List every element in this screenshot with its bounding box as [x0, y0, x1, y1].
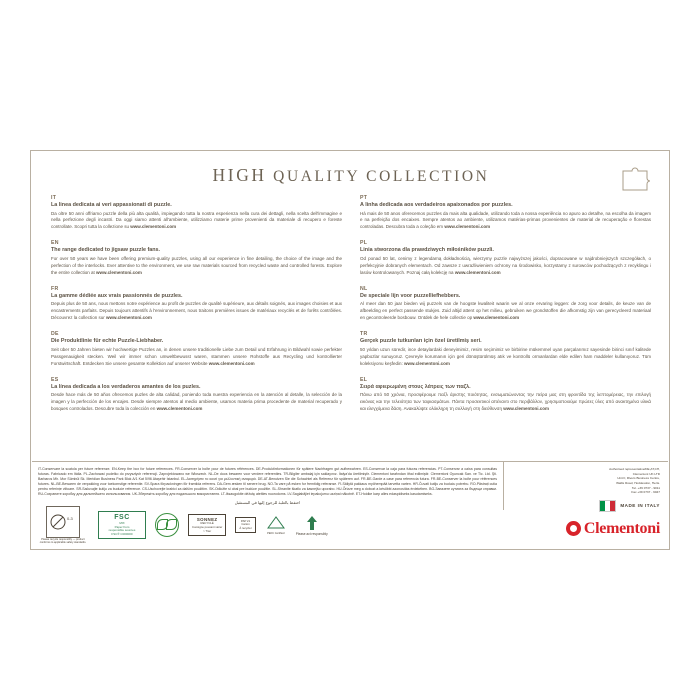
fsc-line-3: FSC® C000000 [111, 531, 133, 536]
pefc-logo-icon [265, 514, 287, 535]
conformity-caption: Please recycle responsibly — product conforms to applicable safety standards. [39, 537, 87, 544]
website-link[interactable]: www.clementoni.com [130, 224, 177, 230]
language-code: EL [360, 376, 368, 383]
language-body-text: Desde hace más de 50 años ofrecemos puzles de alta calidad, poniendo toda nuestra experiencia en la atención al detalle, la selección de la imagen y la perfección de los encajes. Desde siempre atentos al medio ambiente, usamos materia prima procedente de material recuperado y bosques controlados. Descubre toda la colección en [51, 392, 342, 412]
cardboard-recycle-badge-icon [235, 517, 255, 534]
pap-line-2: À recycler [239, 525, 252, 530]
language-block-it [51, 195, 342, 231]
title-word-collection: COLLECTION [366, 168, 490, 185]
page-title [31, 165, 671, 186]
language-body [51, 211, 342, 232]
clementoni-logo [510, 520, 660, 538]
italian-flag-icon [599, 500, 616, 512]
manufacturer-line-2: Unit F, Rivers Business Centre, [617, 476, 660, 481]
language-column-left [51, 195, 342, 422]
website-link[interactable]: www.clementoni.com [473, 315, 520, 321]
language-body-text: Há mais de 50 anos oferecemos puzzles da mais alta qualidade, utilizando toda a nossa experiência no apuro ao detalhe, na escolha da imagem e na perfeição dos encaixes. Sempre atentos ao ambiente, utilizamos matérias-primas provenientes de material de recuperação e florestas controladas. Descubra toda a coleção em [360, 210, 651, 230]
language-block-el [360, 377, 651, 413]
manufacturer-line-1: Clementoni UK LTD [632, 471, 660, 476]
manufacturer-line-3: Wallis Road, Hoddesdon, Herts. [616, 480, 660, 485]
brand-panel [502, 461, 668, 549]
clementoni-logo-icon [566, 521, 581, 536]
green-dot-icon [155, 513, 179, 537]
language-code: PT [360, 195, 368, 201]
language-body-text: Al meer dan 50 jaar bieden wij puzzels van de hoogste kwaliteit waarin we al onze ervaring leggen: de zorg voor details, de keuze van de afbeelding en perfect passende stukjes. Zuid altijd attent op het milieu, gebruiken we grondstoffen die afkomstig zijn van gerecycleerd materiaal en gecontroleerde bosbouw. Ontdek de hele collectie op [360, 301, 651, 321]
language-body [360, 347, 651, 368]
language-body [360, 392, 651, 413]
certification-logos [37, 503, 497, 547]
language-code: DE [51, 331, 59, 338]
pefc-caption: PEFC Certified [267, 532, 285, 536]
language-body-text: For over 50 years we have been offering premium-quality puzzles, using all our experience in fine detailing, the choice of the image and the perfection of the interlocks. Ever attentive to the environment, we use raw materials sourced from recycled waste and controlled forests. Explore the entire collection at [51, 255, 342, 275]
brand-name: Clementoni [583, 519, 660, 537]
fsc-line-1: Paper from [114, 524, 130, 529]
language-body-text: 50 yıldan uzun süredir, ince detaylardaki deneyimimiz, resim seçimimiz ve birbirine mükemmel uyan parçalarımız sayesinde birinci sınıf kalitede yapbozlar sunuyoruz. Çevreyle korumanın için geri dönüştürülmüş atık ve kontrollü ormanlardan elde edilen ham maddeler kullanıyoruz. Tüm koleksiyonu keşfedin: [360, 346, 651, 366]
title-word-quality: QUALITY [273, 168, 360, 185]
fsc-logo-icon [98, 511, 146, 540]
website-link[interactable]: www.clementoni.com [96, 269, 142, 275]
language-code: EN [51, 240, 59, 247]
fsc-title: FSC [114, 513, 130, 521]
website-link[interactable]: www.clementoni.com [208, 360, 255, 366]
sonnez-line-1: Consigne pouvant varier [192, 525, 223, 530]
fsc-line-2: responsible sources [108, 528, 136, 533]
language-body [360, 301, 651, 322]
title-word-high: HIGH [212, 165, 267, 185]
language-heading: La linea dedicata ai veri appassionati di puzzle. [51, 202, 172, 208]
language-block-pl [360, 240, 651, 276]
website-link[interactable]: www.clementoni.com [106, 315, 152, 321]
conformity-mark-icon [37, 506, 89, 544]
language-body [51, 256, 342, 277]
manufacturer-line-4: Tel. +39 0737 - 9011 [631, 485, 660, 490]
language-code: TR [360, 331, 368, 338]
high-quality-collection-panel [30, 150, 670, 550]
language-heading: De speciale lijn voor puzzelliefhebbers. [360, 292, 461, 299]
sonnez-title: SONNEZ [196, 516, 218, 522]
language-body-text: Seit über 50 Jahren bieten wir hochwertige Puzzles an, in denen unsere traditionelle Liebe zum Detail und Erfahrung in Bildwahl sowie perfekter Passgenauigkeit stecken. Weil wir immer schon umweltbewusst waren, stammen unsere Rohstoffe aus Recycling und kontrollierter Forstwirtschaft. Entdecken Sie unsere gesamte Kollektion auf unserer Website [51, 346, 342, 366]
language-column-right [360, 195, 651, 422]
language-body [51, 347, 342, 368]
no-small-children-icon [50, 513, 76, 531]
green-arrows-icon [296, 514, 328, 536]
fsc-line-0: MIX [119, 521, 125, 525]
website-link[interactable]: www.clementoni.com [156, 406, 203, 412]
manufacturer-line-0: Authorised representative/DE,AT,CH, [609, 467, 660, 471]
made-in-label: MADE IN ITALY [620, 503, 660, 509]
language-code: NL [360, 285, 368, 292]
manufacturer-line-5: Fax +39 0737 - 9047 [631, 490, 660, 495]
legal-notice-arabic: احتفظ بالعلبة للرجوع إليها في المستقبل [234, 500, 301, 506]
language-block-pt [360, 195, 651, 231]
language-body-text: Πάνω από 50 χρόνια, προσφέρουμε παζλ άριστης ποιότητας, ενσωματώνοντας την πείρα μας στη φροντίδα της λεπτομέρειας, την επιλογή εικόνας και την τελειότητα των ταιριασμάτων. Πάντα προσεκτικοί απέναντι στο περιβάλλον, χρησιμοποιούμε πρώτες ύλες από ανακτημένα υλικά και ελεγχόμενα δάση. Ανακαλύψτε ολόκληρη τη συλλογή στη διεύθυνση [360, 392, 651, 412]
sonnez-line-2: > Trier [203, 528, 212, 533]
website-link[interactable]: www.clementoni.com [404, 360, 450, 366]
legal-notice-text: IT-Conservare la scatola per future referenze. EN-Keep the box for future references. FR-Conserver la boîte pour de futures références. DE-Produktinformationen für spätere Nachfragen gut aufbewahren. ES-Conservar la caja para futuras referencias. PT-Conservar a caixa para consultas futuras. Fabricado em Itália. PL-Zachować pudełko do przyszłych referencji. Zaprojektowano we Włoszech. NL-De doos bewaren voor verdere referenties. TR-Bilgiler ambalaj için saklayınız. İtalya'da üretilmiştir. Clementoni tarafından ithal edilmiştir. Clementoni Oyuncak San. ve Tic. Ltd. Şti. Barbaros Mh. Mor Sümbül Sk. Meridian Business Park Blok A/1 Kat 5/96 Ataşehir İstanbul. EL-Διατηρήστε το κουτί για μελλοντική αναφορά. DE-AT-Benutzen Sie die Schachtel als Referenz für späteren auf. FR-BE-Garde a case para referencia futura. FR-BE-Conserver la boîte pour références futures. NL-BE-Bewaren de verpakking voor toekomstige referentie. SV-Spara förpackningen för framtida referens. DA-Gem æsken til senere brug. NO-Ta vare på esken for fremtidig referanse. FI-Säilytä pakkaus myöhempää tarvetta varten. HR-Čuvati kutiju za buduću potrebu. RO-Păstrați cutia pentru referințe viitoare. SR-Sačuvajte kutiju za buduće reference. CS-Uschovejte krabici za dalším použitím. SK-Odložte si obal pre budúce použitie. SL-Shranite škatlo za kasnejšo uporabo. HU-Őrizze meg a dobozt a későbbi azonosítás érdekében. BG-Запазете кутията за бъдещи справки. RU-Сохраните коробку для дальнейшего использования. UK-Збережіть коробку для подальшого використання. LT-Išsaugokite dėžutę ateities nuorodoms. LV-Saglabājiet iepakojumu uzziņai nākotnē. ET-Hoidke karp alles edaspidiseks kasutamiseks. [38, 467, 497, 497]
language-code: ES [51, 376, 59, 383]
language-heading: Linia stworzona dla prawdziwych miłośników puzzli. [360, 247, 494, 254]
website-link[interactable]: www.clementoni.com [454, 269, 501, 275]
website-link[interactable]: www.clementoni.com [444, 224, 491, 230]
language-heading: Σειρά αφιερωμένη στους λάτρεις των παζλ. [360, 383, 471, 390]
language-columns [51, 195, 651, 422]
pap-line-1: Carton [241, 522, 250, 527]
language-body-text: Depuis plus de 50 ans, nous mettons notre expérience au profit de puzzles de qualité supérieure, aux détails soignés, aux images choisies et aux encastrements parfaits. Depuis toujours attentifs à l'environnement, nous traitons premières issues de matériaux recyclés et de forêts contrôlées. Découvrez la collection sur [51, 301, 342, 321]
language-heading: Die Produktlinie für echte Puzzle-Liebhaber. [51, 338, 164, 345]
language-block-fr [51, 286, 342, 322]
language-block-de [51, 331, 342, 367]
made-in-italy [510, 500, 660, 512]
language-body-text: Da oltre 50 anni offriamo puzzle della più alta qualità, impiegando tutta la nostra esperienza nella cura dei dettagli, nella scelta dell'immagine e nella perfezione degli incastri. Da oggi siamo attenti all'ambiente, utilizziamo materie prime provenienti da materiale di recupero e foreste controllate. Scopri tutta la collezione su [51, 210, 342, 230]
sonnez-recycle-badge-icon [188, 514, 226, 537]
manufacturer-info [510, 467, 660, 495]
language-block-tr [360, 331, 651, 367]
language-heading: A linha dedicada aos verdadeiros apaixonados por puzzles. [360, 202, 513, 208]
language-block-nl [360, 286, 651, 322]
language-heading: Gerçek puzzle tutkunları için özel üretilmiş seri. [360, 338, 482, 345]
language-heading: La línea dedicada a los verdaderos amantes de los puzles. [51, 383, 201, 390]
language-heading: The range dedicated to jigsaw puzzle fans. [51, 247, 161, 254]
svg-text:0-3: 0-3 [67, 515, 73, 521]
language-code: FR [51, 285, 59, 292]
green-arrows-caption: Please act responsibly [295, 532, 328, 536]
language-body-text: Od ponad 50 lat, cenimy z legendarną dokładnością, wierzymy puzzle najwyższej jakości, dopracowane w najdrobniejszych szczegółach, o perfekcyjnie dobranych elementach. Od zawsze z uwrażliwieniem ochrony na środowisko, korzystamy z surowców pochodzących z recyklingu i lasów kontrolowanych. Poznaj całą kolekcję na [360, 255, 651, 275]
language-code: PL [360, 240, 368, 247]
language-code: IT [51, 195, 57, 201]
website-link[interactable]: www.clementoni.com [503, 406, 550, 412]
language-body [51, 301, 342, 322]
language-body [360, 256, 651, 277]
sonnez-line-0: RECYCLÉ [200, 521, 214, 526]
language-body [51, 392, 342, 413]
language-block-es [51, 377, 342, 413]
language-body [360, 211, 651, 232]
language-heading: La gamme dédiée aux vrais passionnés de puzzles. [51, 292, 183, 299]
language-block-en [51, 240, 342, 276]
pap-line-0: PAP 21 [240, 518, 251, 523]
puzzle-piece-icon [619, 165, 651, 193]
